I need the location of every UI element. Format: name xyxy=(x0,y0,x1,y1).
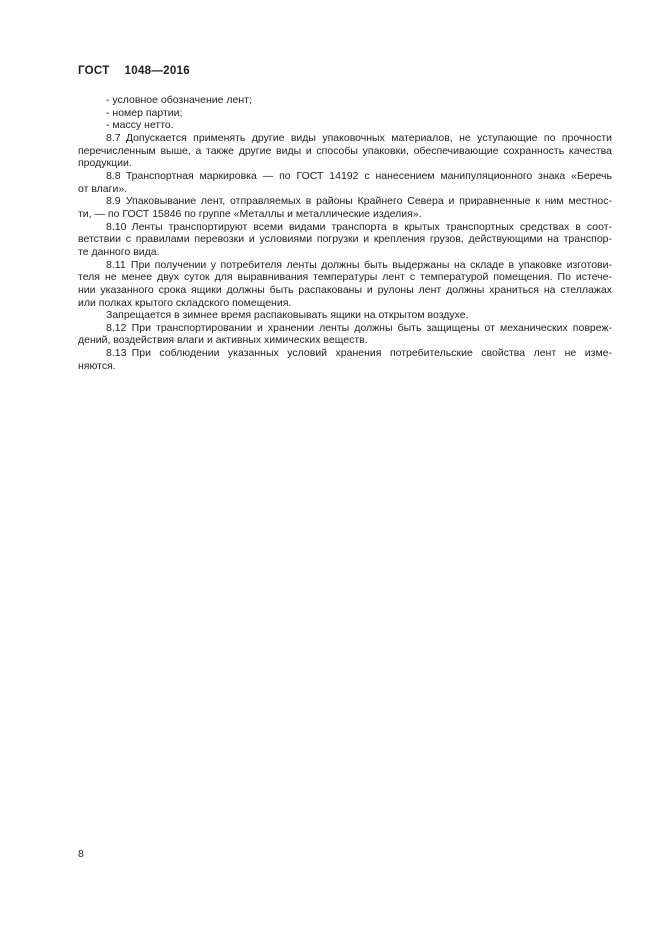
paragraph-8-9 xyxy=(78,195,612,220)
text-line: те данного вида. xyxy=(78,245,160,258)
document-body xyxy=(78,94,612,372)
list-item-net-weight xyxy=(78,119,612,132)
text-line: 8.9 Упаковывание лент, отправляемых в районы Крайнего Севера и приравненные к ним местнос- xyxy=(106,195,612,208)
text-line: 8.11 При получении у потребителя ленты должны быть выдержаны на складе в упаковке изготови- xyxy=(106,258,612,271)
text-line: продукции. xyxy=(78,157,132,170)
text-line: 8.13 При соблюдении указанных условий хранения потребительские свойства лент не изме- xyxy=(106,347,612,360)
paragraph-8-13 xyxy=(78,347,612,372)
text-line: от влаги». xyxy=(78,182,128,195)
text-line: ти, — по ГОСТ 15846 по группе «Металлы и металлические изделия». xyxy=(78,207,422,220)
paragraph-8-8 xyxy=(78,170,612,195)
list-item-batch-number xyxy=(78,107,612,120)
paragraph-8-11 xyxy=(78,259,612,310)
text-line: ветствии с правилами перевозки и условиями погрузки и крепления грузов, действующими на транспор- xyxy=(78,233,612,246)
text-line: 8.8 Транспортная маркировка — по ГОСТ 14192 с нанесением манипуляционного знака «Беречь xyxy=(106,169,612,182)
text-line: дений, воздействия влаги и активных химических веществ. xyxy=(78,334,368,347)
text-line: перечисленным выше, а также другие виды и способы упаковки, обеспечивающие сохранность качества xyxy=(78,144,612,157)
paragraph-8-12 xyxy=(78,322,612,347)
text-line: - массу нетто. xyxy=(106,119,174,132)
text-line: 8.7 Допускается применять другие виды упаковочных материалов, не уступающие по прочности xyxy=(106,131,612,144)
text-line: теля не менее двух суток для выравнивания температуры лент с температурой помещения. По истече- xyxy=(78,271,612,284)
text-line: - условное обозначение лент; xyxy=(106,94,252,106)
text-line: нии указанного срока ящики должны быть распакованы и рулоны лент должны храниться на стеллажах xyxy=(78,283,612,296)
text-line: Запрещается в зимнее время распаковывать ящики на открытом воздухе. xyxy=(106,309,469,322)
list-item-designation xyxy=(78,94,612,107)
text-line: или полках крытого складского помещения. xyxy=(78,296,292,309)
text-line: няются. xyxy=(78,359,116,372)
document-header: ГОСТ 1048—2016 xyxy=(78,65,190,77)
paragraph-prohibition xyxy=(78,309,612,322)
text-line: - номер партии; xyxy=(106,106,183,119)
text-line: 8.12 При транспортировании и хранении ленты должны быть защищены от механических повреж- xyxy=(106,321,612,334)
paragraph-8-10 xyxy=(78,221,612,259)
paragraph-8-7 xyxy=(78,132,612,170)
page-number: 8 xyxy=(78,848,84,860)
text-line: 8.10 Ленты транспортируют всеми видами транспорта в крытых транспортных средствах в соот- xyxy=(106,220,612,233)
